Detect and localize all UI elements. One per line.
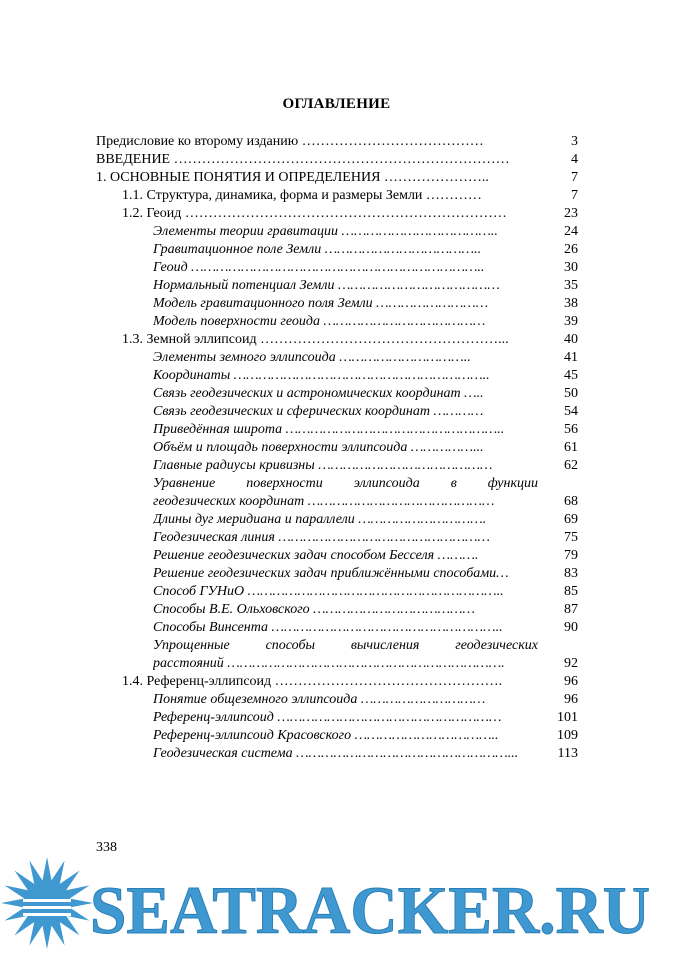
toc-entry-page: 54 (564, 404, 578, 419)
toc-entry[interactable] (0, 205, 673, 223)
toc-entry-page: 7 (571, 170, 578, 185)
toc-entry-page: 92 (564, 656, 578, 671)
toc-entry[interactable] (0, 223, 673, 241)
toc-entry-page: 40 (564, 332, 578, 347)
toc-entry[interactable] (0, 565, 673, 583)
toc-entry[interactable] (0, 691, 673, 709)
toc-entry-page: 101 (557, 710, 578, 725)
toc-entry-title: Координаты …………………………………………………….. (153, 368, 490, 383)
toc-entry-title: Способы В.Е. Ольховского ………………………………… (153, 602, 476, 617)
toc-entry-title: Элементы теории гравитации ……………………………….. (153, 224, 498, 239)
toc-entry-page: 79 (564, 548, 578, 563)
toc-entry[interactable] (0, 349, 673, 367)
watermark (0, 855, 673, 953)
toc-entry-page: 68 (564, 494, 578, 509)
toc-entry-page: 45 (564, 368, 578, 383)
toc-entry-page: 90 (564, 620, 578, 635)
toc-entry-title: Связь геодезических и астрономических координат ….. (153, 386, 484, 401)
toc-entry[interactable] (0, 295, 673, 313)
toc-entry-title: Объём и площадь поверхности эллипсоида ……………... (153, 440, 484, 455)
toc-entry-title: Решение геодезических задач приближёнными способами… (153, 566, 509, 581)
toc-entry[interactable] (0, 745, 673, 763)
toc-entry-page: 69 (564, 512, 578, 527)
toc-entry-page: 96 (564, 692, 578, 707)
toc-entry-page: 41 (564, 350, 578, 365)
toc-entry-page: 4 (571, 152, 578, 167)
toc-entry-title: Приведённая широта …………………………………………….. (153, 422, 505, 437)
toc-entry-page: 87 (564, 602, 578, 617)
toc-entry-title: Гравитационное поле Земли ……………………………….. (153, 242, 482, 257)
toc-entry-page: 38 (564, 296, 578, 311)
toc-entry-title: Решение геодезических задач способом Бесселя ………. (153, 548, 479, 563)
toc-entry[interactable] (0, 439, 673, 457)
toc-entry[interactable] (0, 421, 673, 439)
toc-entry[interactable] (0, 655, 673, 673)
toc-entry[interactable] (0, 313, 673, 331)
toc-entry-title: Нормальный потенциал Земли ………………………………… (153, 278, 500, 293)
toc-entry-page: 109 (557, 728, 578, 743)
toc-entry[interactable] (0, 169, 673, 187)
toc-entry[interactable] (0, 673, 673, 691)
toc-entry[interactable] (0, 151, 673, 169)
toc-entry-line1: Уравнение поверхности эллипсоида в функции (153, 476, 538, 491)
toc-entry[interactable] (0, 367, 673, 385)
toc-entry-title: 1.1. Структура, динамика, форма и размеры Земли ………… (122, 188, 482, 203)
toc-entry-page: 23 (564, 206, 578, 221)
toc-entry-title: 1.4. Референц-эллипсоид …………………………………………. (122, 674, 503, 689)
watermark-text: SEATRACKER.RU (90, 872, 650, 948)
toc-entry-title: Геодезическая система ……………………………………………... (153, 746, 519, 761)
page-title: ОГЛАВЛЕНИЕ (282, 96, 391, 112)
toc-entry[interactable] (0, 241, 673, 259)
toc-entry[interactable] (0, 727, 673, 745)
toc-entry-title: Геоид …………………………………………………………….. (153, 260, 485, 275)
toc-entry-title: расстояний …………………………………………………………. (153, 656, 505, 671)
toc-entry-title: Связь геодезических и сферических координат ………… (153, 404, 484, 419)
toc-entry-title: Способ ГУНиО …………………………………………………….. (153, 584, 504, 599)
toc-entry-title: Модель поверхности геоида ………………………………… (153, 314, 486, 329)
toc-entry-page: 56 (564, 422, 578, 437)
toc-entry-line1: Упрощенные способы вычисления геодезических (153, 638, 538, 653)
toc-entry-title: Длины дуг меридиана и параллели …………………………. (153, 512, 487, 527)
toc-entry[interactable] (0, 187, 673, 205)
toc-entry[interactable] (0, 493, 673, 511)
toc-entry-title: Модель гравитационного поля Земли ……………………… (153, 296, 489, 311)
toc-entry-title: геодезических координат ……………………………………… (153, 494, 495, 509)
toc-entry[interactable] (0, 331, 673, 349)
toc-entry[interactable] (0, 601, 673, 619)
toc-entry[interactable] (0, 547, 673, 565)
toc-entry-page: 3 (571, 134, 578, 149)
toc-entry-page: 50 (564, 386, 578, 401)
toc-entry[interactable] (0, 511, 673, 529)
toc-entry-page: 83 (564, 566, 578, 581)
toc-entry-page: 85 (564, 584, 578, 599)
toc-entry-page: 35 (564, 278, 578, 293)
toc-entry-page: 7 (571, 188, 578, 203)
toc-entry-title: Элементы земного эллипсоида ………………………….. (153, 350, 471, 365)
toc-entry-title: Способы Винсента ……………………………………………….. (153, 620, 503, 635)
toc-entry-title: 1. ОСНОВНЫЕ ПОНЯТИЯ И ОПРЕДЕЛЕНИЯ ………………….. (96, 170, 489, 185)
toc-entry[interactable] (0, 709, 673, 727)
toc-entry[interactable] (0, 529, 673, 547)
toc-entry-title: Геодезическая линия …………………………………………… (153, 530, 490, 545)
toc-entry-title: Референц-эллипсоид Красовского …………………………….. (153, 728, 499, 743)
toc-entry-page: 113 (557, 746, 578, 761)
toc-entry-title: 1.3. Земной эллипсоид ……………………………………………... (122, 332, 509, 347)
sun-burst-icon (1, 857, 93, 949)
toc-entry-title: Главные радиусы кривизны …………………………………… (153, 458, 493, 473)
toc-entry[interactable] (0, 385, 673, 403)
toc-entry[interactable] (0, 133, 673, 151)
toc-entry-title: Понятие общеземного эллипсоида ………………………… (153, 692, 486, 707)
toc-entry[interactable] (0, 277, 673, 295)
toc-entry-title: 1.2. Геоид …………………………………………………………… (122, 206, 507, 221)
toc-entry-title: ВВЕДЕНИЕ ……………………………………………………………… (96, 152, 510, 167)
toc-entry[interactable] (0, 259, 673, 277)
page-number: 338 (96, 840, 117, 855)
toc-entry-page: 30 (564, 260, 578, 275)
toc-entry[interactable] (0, 403, 673, 421)
toc-entry-page: 61 (564, 440, 578, 455)
toc-entry[interactable] (0, 619, 673, 637)
toc-entry[interactable] (0, 457, 673, 475)
toc-entry-page: 62 (564, 458, 578, 473)
toc-entry-page: 39 (564, 314, 578, 329)
toc-entry-page: 24 (564, 224, 578, 239)
toc-entry-title: Референц-эллипсоид ……………………………………………… (153, 710, 502, 725)
toc-entry-page: 96 (564, 674, 578, 689)
toc-entry-title: Предисловие ко второму изданию ………………………………… (96, 134, 484, 149)
toc-entry-page: 26 (564, 242, 578, 257)
toc-entry[interactable] (0, 583, 673, 601)
toc-entry-page: 75 (564, 530, 578, 545)
